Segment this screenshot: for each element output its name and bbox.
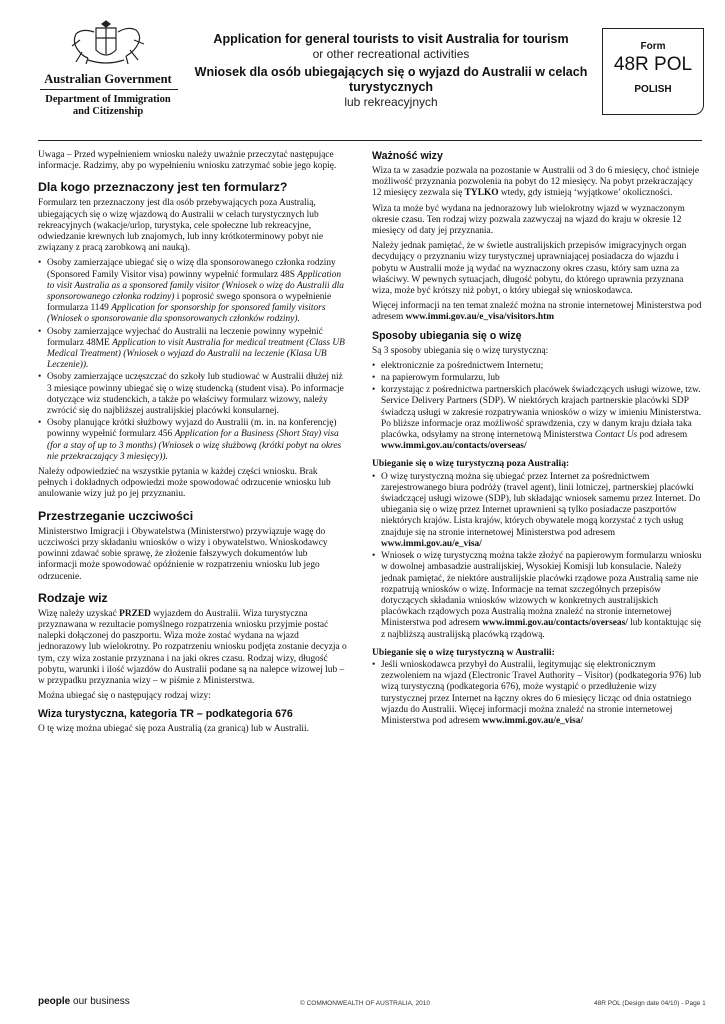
title-polish: Wniosek dla osób ubiegających się o wyjazd do Australii w celach turystycznych [194,65,588,94]
divider [40,89,178,90]
coat-of-arms-icon [58,20,154,66]
heading-inside-australia: Ubieganie się o wizę turystyczną w Australii: [372,646,555,658]
list-item: • Osoby planujące krótki służbowy wyjazd do Australii (m. in. na konferencję) powinny wypełnić formularz 456 Application for a Business (Short Stay) visa (for a stay of up to 3 months) (Wniosek o wizę służbową (krótki pobyt na okres nie przekraczający 3 miesięcy)). [38,418,348,463]
heading-subclass-676: Wiza turystyczna, kategoria TR – podkategoria 676 [38,708,293,721]
form-number: 48R POL [613,54,693,75]
validity-paragraph-2: Wiza ta może być wydana na jednorazowy lub wielokrotny wjazd w wyznaczonym okresie czasu. Ten rodzaj wizy pozwala zazwyczaj na wjazd do kraju w okresie 12 miesięcy od daty jej przyznania. [372,203,685,237]
list-item: • na papierowym formularzu, lub [372,373,702,384]
list-item: • korzystając z pośrednictwa partnerskich placówek świadczących usługi wizowe, tzw. Service Delivery Partners (SDP). W niektórych krajach partnerskie placówki SDP świadczą usługi w zakresie rozpatrywania wniosków o wizy w imieniu Ministerstwa. Po bliższe informacje oraz możliwość sprawdzenia, czy w danym kraju działa taka placówka, odsyłamy na stronę internetową Ministerstwa Contact Us pod adresem www.immi.gov.au/contacts/overseas/ [372,385,702,452]
heading-validity: Ważność wizy [372,150,443,162]
evisa-link[interactable]: www.immi.gov.au/e_visa/ [482,715,584,726]
left-column [38,150,348,740]
subtitle-english: or other recreational activities [312,47,470,61]
ways-intro: Są 3 sposoby ubiegania się o wizę turystyczną: [372,345,549,356]
intro-note: Uwaga – Przed wypełnieniem wniosku należy uważnie przeczytać następujące informacje. Radzimy, aby po wypełnieniu wniosku zatrzymać sobie jego kopię. [38,150,337,172]
contacts-link[interactable]: www.immi.gov.au/contacts/overseas/ [482,618,628,629]
heading-ways-to-apply: Sposoby ubiegania się o wizę [372,329,522,342]
subclass-paragraph: O tę wizę można ubiegać się poza Australią (za granicą) lub w Australii. [38,724,309,735]
title-english: Application for general tourists to visit Australia for tourism [213,32,569,46]
validity-paragraph-4: Więcej informacji na ten temat znaleźć można na stronie internetowej Ministerstwa pod adresem www.immi.gov.au/e_visa/visitors.htm [372,301,702,323]
form-language: POLISH [634,84,672,95]
heading-who: Dla kogo przeznaczony jest ten formularz? [38,180,288,195]
form-title [186,32,596,110]
brand-slogan: people our business [38,996,130,1007]
department-name: Department of Immigration and Citizenship [45,94,171,117]
heading-honesty: Przestrzeganie uczciwości [38,508,194,523]
subtitle-polish: lub rekreacyjnych [344,95,438,109]
validity-paragraph-1: Wiza ta w zasadzie pozwala na pozostanie w Australii od 3 do 6 miesięcy, choć istnieje możliwość przyznania pozwolenia na pobyt do 12 miesięcy. Na pobyt przekraczający 12 miesięcy zezwala się TYLKO wtedy, gdy istnieją ‘wyjątkowe’ okoliczności. [372,166,700,199]
list-item: • Osoby zamierzające uczęszczać do szkoły lub studiować w Australii dłużej niż 3 miesiące powinny ubiegać się o wizę studencką (student visa). Po informacje dotyczące wiz studenckich, a także po właściwy formularz wizowy, należy zwrócić się do najbliższej australijskiej placówki konsularnej. [38,372,348,417]
header-divider [38,140,702,141]
evisa-link[interactable]: www.immi.gov.au/e_visa/ [381,538,482,549]
visitors-link[interactable]: www.immi.gov.au/e_visa/visitors.htm [405,312,555,323]
list-item: • Wniosek o wizę turystyczną można także złożyć na papierowym formularzu wniosku w dowolnej ambasadzie australijskiej, Wysokiej Komisji lub konsulacie. Należy jednak pamiętać, że niektóre australijskie placówki rządowe poza Australią same nie rozpatrują wniosków o wizę. Informacje na temat szczegółnych przepisów dotyczących składania wniosków wizowych w konkretnych australijskich placówkach rządowych poza Australią można znaleźć na stronie internetowej Ministerstwa pod adresem www.immi.gov.au/contacts/overseas/ lub kontaktując się z najbliższą australijską placówką rządową. [372,551,702,641]
list-item: • Osoby zamierzające wyjechać do Australii na leczenie powinny wypełnić formularz 48ME Application to visit Australia for medical treatment (Class UB Medical Treatment) (Wniosek o wyjazd do Australii na leczenie (Klasa UB Leczenie)). [38,327,348,372]
government-name: Australian Government [44,72,172,86]
copyright: © COMMONWEALTH OF AUSTRALIA, 2010 [300,1000,430,1007]
inside-list [372,660,702,727]
honesty-paragraph: Ministerstwo Imigracji i Obywatelstwa (Ministerstwo) przywiązuje wagę do uczciwości przy składaniu wniosków o wizy i obywatelstwo. Wnioskodawcy powinni zdawać sobie sprawę, że złożenie fałszywych dokumentów lub informacji może spowodować opóźnienie w rozpatrzeniu wniosku lub jego odrzucenie. [38,526,328,582]
heading-outside-australia: Ubieganie się o wizę turystyczną poza Australią: [372,458,570,470]
heading-visa-types: Rodzaje wiz [38,590,108,605]
visa-types-paragraph: Wizę należy uzyskać PRZED wyjazdem do Australii. Wiza turystyczna przyznawana w rezultacie pomyślnego rozpatrzenia wniosku przyjmie postać nalepki dołączonej do paszportu. Wiza może zostać wydana na wjazd jednorazowy lub wielokrotny. Po rozpatrzeniu wniosku podjęta zostanie decyzja o tym, czy wiza zostanie przyznana i na jaki okres czasu. Rodzaj wizy, długość pobytu, warunki i ilość wjazdów do Australii podane są na nalepce wizowej lub – w przypadku przyznania wizy – w piśmie z Ministerstwa. [38,608,347,686]
list-item: • Osoby zamierzające ubiegać się o wizę dla sponsorowanego członka rodziny (Sponsored Family Visitor visa) powinny wypełnić formularz 48S Application to visit Australia as a sponsored family visitor (Wniosek o wizę do Australii dla sponsorowanego członka rodziny) i poprosić swego sponsora o wypełnienie formularza 1149 Application for sponsorship for sponsored family visitors (Wniosek o sponsorowanie dla sponsorowanych członków rodziny). [38,258,348,325]
list-item: • Jeśli wnioskodawca przybył do Australii, legitymując się elektronicznym zezwoleniem na wjazd (Electronic Travel Authority – Visitor) (podkategoria 976) lub wizą turystyczną (podkategoria 676), może wystąpić o przedłużenie wizy turystycznej przez Internet na łączny okres do 6 miesięcy licząc od dnia ostatniego wjazdu do Australii. Więcej informacji można znaleźć na stronie internetowej Ministerstwa pod adresem www.immi.gov.au/e_visa/ [372,660,702,727]
visa-types-intro: Można ubiegać się o następujący rodzaj wizy: [38,691,211,702]
page-info: 48R POL (Design date 04/10) - Page 1 [594,1000,706,1007]
form-number-box [602,28,704,115]
who-paragraph: Formularz ten przeznaczony jest dla osób przebywających poza Australią, ubiegających się o wizę wjazdową do Australii w celach turystycznych lub rekreacyjnych (wakacje/urlop, turystyka, cele społeczne lub rekreacyjne, odwiedzanie krewnych lub znajomych, lub inny krótkoterminowy pobyt nie związany z pracą zarobkową ani nauką). [38,198,324,254]
list-item: • elektronicznie za pośrednictwem Internetu; [372,361,702,372]
list-item: • O wizę turystyczną można się ubiegać przez Internet za pośrednictwem zarejestrowanego biura podróży (travel agent), linii lotniczej, partnerskiej placówki świadczącej usługi wizowe (SDP), lub składając wniosek samemu przez Internet. Do ubiegania się o wizę przez Internet uprawnieni są tylko posiadacze paszportów niektórych krajów. Lista krajów, których obywatele mogą korzystać z tych usług znajduje się na stronie internetowej Ministerstwa pod adresem www.immi.gov.au/e_visa/ [372,472,702,550]
contacts-link[interactable]: www.immi.gov.au/contacts/overseas/ [381,441,527,452]
answer-all-paragraph: Należy odpowiedzieć na wszystkie pytania w każdej części wniosku. Brak pełnych i dokładnych odpowiedzi może spowodować odrzucenie wniosku lub anulowanie wizy już po jej przyznaniu. [38,467,331,500]
ways-list [372,361,702,453]
right-column [372,150,702,731]
form-label: Form [640,41,666,52]
validity-paragraph-3: Należy jednak pamiętać, że w świetle australijskich przepisów imigracyjnych organ decydujący o przyznaniu wizy turystycznej uprawniającej posiadacza do wjazdu i pobytu w Australii może ją wydać na wyznaczony okres czasu, który sam uzna za właściwy. W pewnych sytuacjach, długość pobytu, do którego uprawnia przyznana wiza, może być krótszy niż pobyt, o który ubiegał się wnioskodawca. [372,241,687,297]
outside-list [372,472,702,641]
form-alternatives-list [38,258,348,463]
